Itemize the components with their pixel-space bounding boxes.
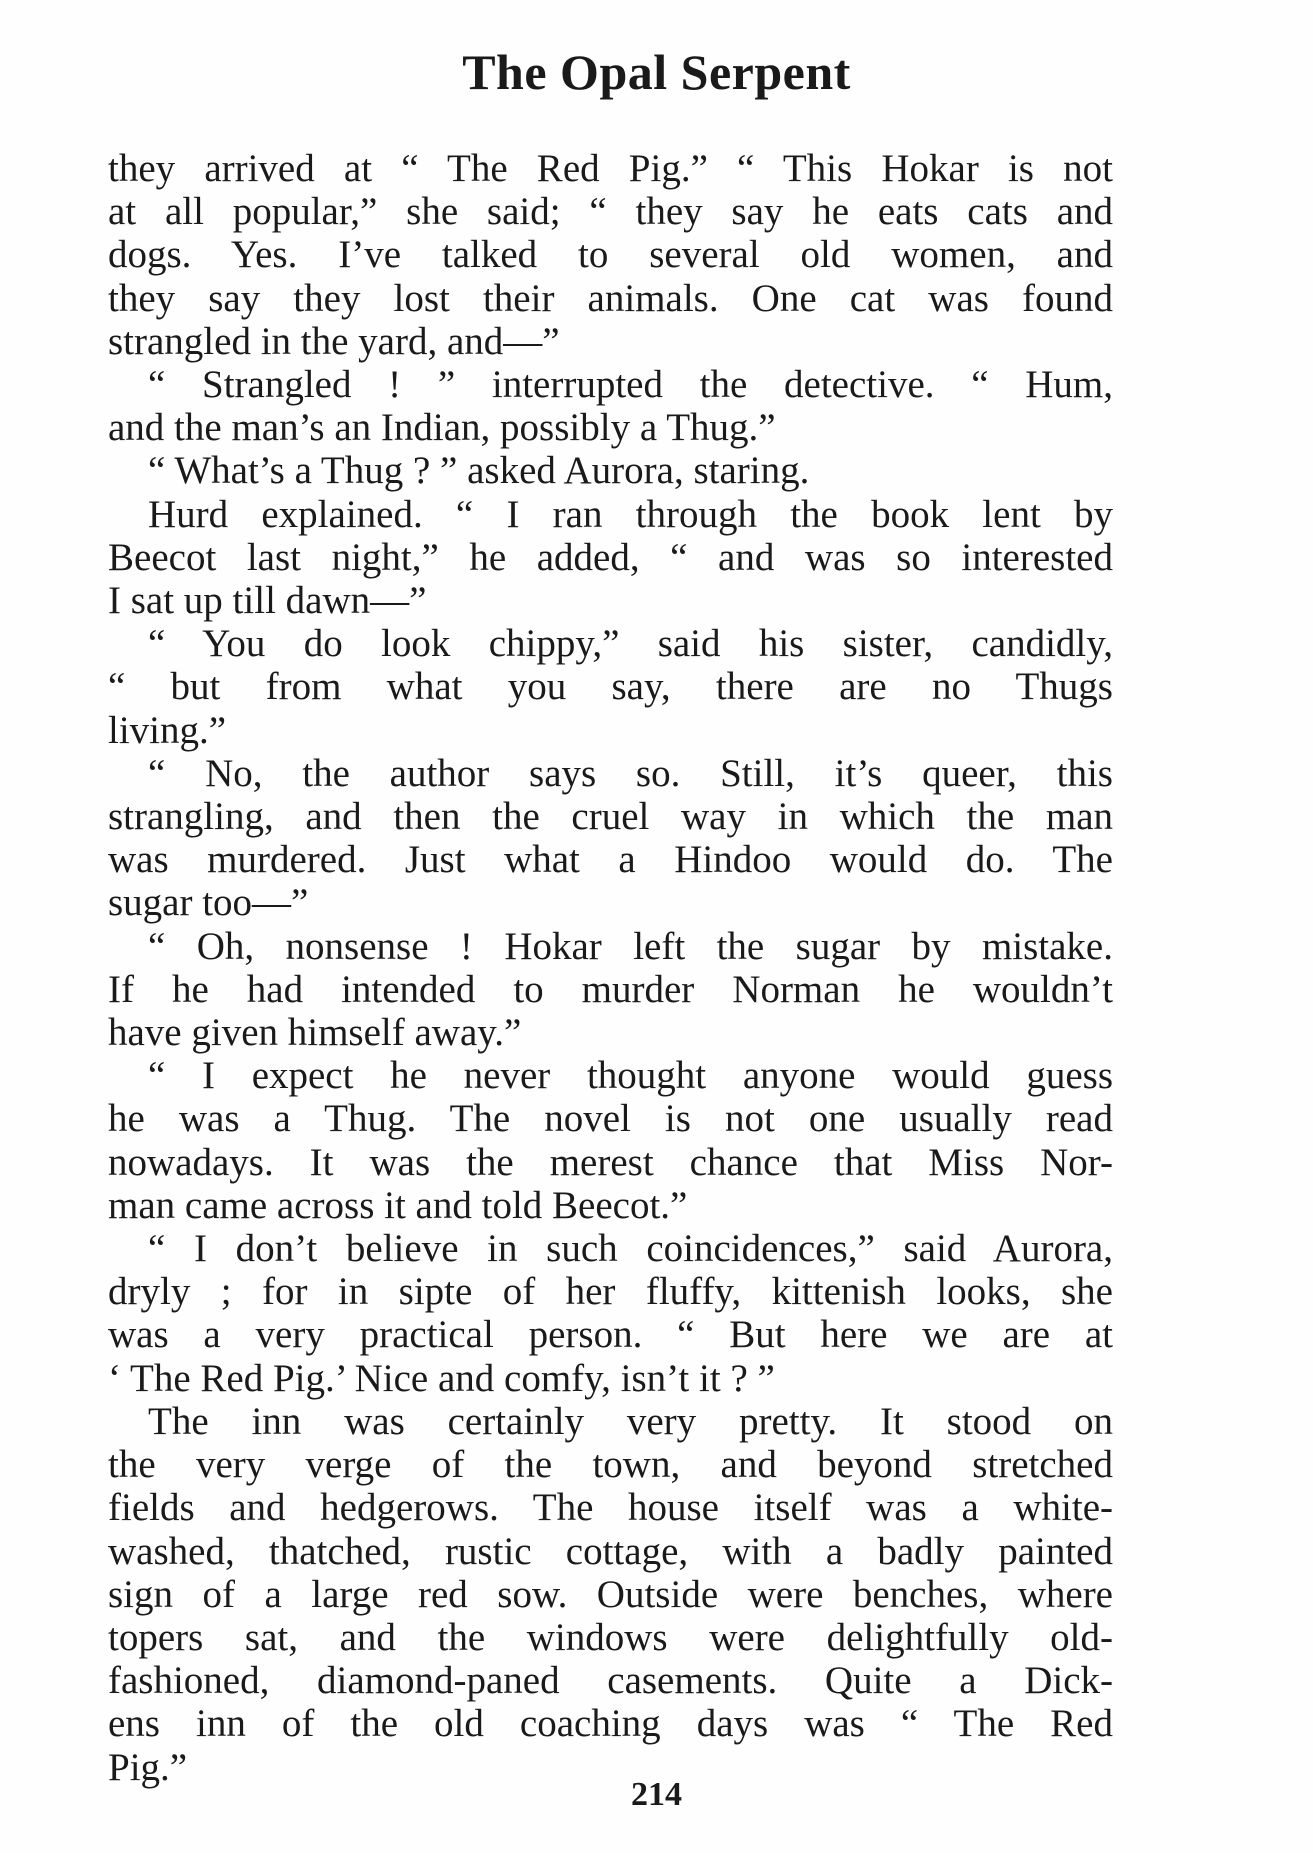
text-line: Beecot last night,” he added, “ and was so interested — [108, 535, 1113, 579]
paragraph — [108, 622, 1113, 752]
body-text — [108, 147, 1113, 1789]
text-line: topers sat, and the windows were delightfully old- — [108, 1615, 1113, 1659]
text-line: “ I don’t believe in such coincidences,” said Aurora, — [148, 1227, 1113, 1271]
text-line: “ Strangled ! ” interrupted the detective. “ Hum, — [148, 363, 1113, 407]
paragraph — [108, 925, 1113, 1055]
paragraph — [108, 1227, 1113, 1400]
text-line: Hurd explained. “ I ran through the book lent by — [148, 492, 1113, 536]
paragraph — [108, 493, 1113, 623]
text-line: “ I expect he never thought anyone would guess — [148, 1054, 1113, 1098]
text-line: they say they lost their animals. One cat was found — [108, 276, 1113, 320]
text-line: they arrived at “ The Red Pig.” “ This Hokar is not — [108, 147, 1113, 190]
text-line: “ but from what you say, there are no Thugs — [108, 665, 1113, 709]
paragraph — [108, 752, 1113, 925]
text-line: have given himself away.” — [108, 1011, 522, 1055]
text-line: sugar too—” — [108, 881, 309, 925]
running-title: The Opal Serpent — [462, 44, 851, 100]
text-line: fashioned, diamond-paned casements. Quite a Dick- — [108, 1659, 1113, 1703]
text-line: he was a Thug. The novel is not one usually read — [108, 1097, 1113, 1141]
text-line: nowadays. It was the merest chance that Miss Nor- — [108, 1140, 1113, 1184]
text-line: dogs. Yes. I’ve talked to several old women, and — [108, 233, 1113, 277]
text-line: Pig.” — [108, 1745, 188, 1789]
text-line: the very verge of the town, and beyond stretched — [108, 1443, 1113, 1487]
text-line: and the man’s an Indian, possibly a Thug.” — [108, 406, 776, 450]
text-line: ‘ The Red Pig.’ Nice and comfy, isn’t it ? ” — [108, 1356, 775, 1400]
paragraph — [108, 449, 1113, 492]
text-line: “ You do look chippy,” said his sister, candidly, — [148, 622, 1113, 666]
text-line: If he had intended to murder Norman he wouldn’t — [108, 967, 1113, 1011]
text-line: “ What’s a Thug ? ” asked Aurora, staring. — [148, 449, 810, 493]
text-line: washed, thatched, rustic cottage, with a badly painted — [108, 1529, 1113, 1573]
text-line: was murdered. Just what a Hindoo would do. The — [108, 838, 1113, 882]
text-line: The inn was certainly very pretty. It stood on — [148, 1399, 1113, 1443]
page-number: 214 — [631, 1776, 682, 1813]
text-line: at all popular,” she said; “ they say he eats cats and — [108, 190, 1113, 234]
paragraph — [108, 147, 1113, 363]
text-line: fields and hedgerows. The house itself was a white- — [108, 1486, 1113, 1530]
text-line: “ No, the author says so. Still, it’s queer, this — [148, 751, 1113, 795]
text-line: ens inn of the old coaching days was “ The Red — [108, 1702, 1113, 1746]
paragraph — [108, 363, 1113, 449]
text-line: sign of a large red sow. Outside were benches, where — [108, 1572, 1113, 1616]
text-line: “ Oh, nonsense ! Hokar left the sugar by mistake. — [148, 924, 1113, 968]
text-line: dryly ; for in sipte of her fluffy, kittenish looks, she — [108, 1270, 1113, 1314]
text-line: man came across it and told Beecot.” — [108, 1183, 688, 1227]
text-line: living.” — [108, 708, 227, 752]
text-line: strangled in the yard, and—” — [108, 319, 560, 363]
text-line: strangling, and then the cruel way in which the man — [108, 795, 1113, 839]
paragraph — [108, 1054, 1113, 1227]
text-line: was a very practical person. “ But here we are at — [108, 1313, 1113, 1357]
paragraph — [108, 1400, 1113, 1789]
text-line: I sat up till dawn—” — [108, 579, 427, 623]
